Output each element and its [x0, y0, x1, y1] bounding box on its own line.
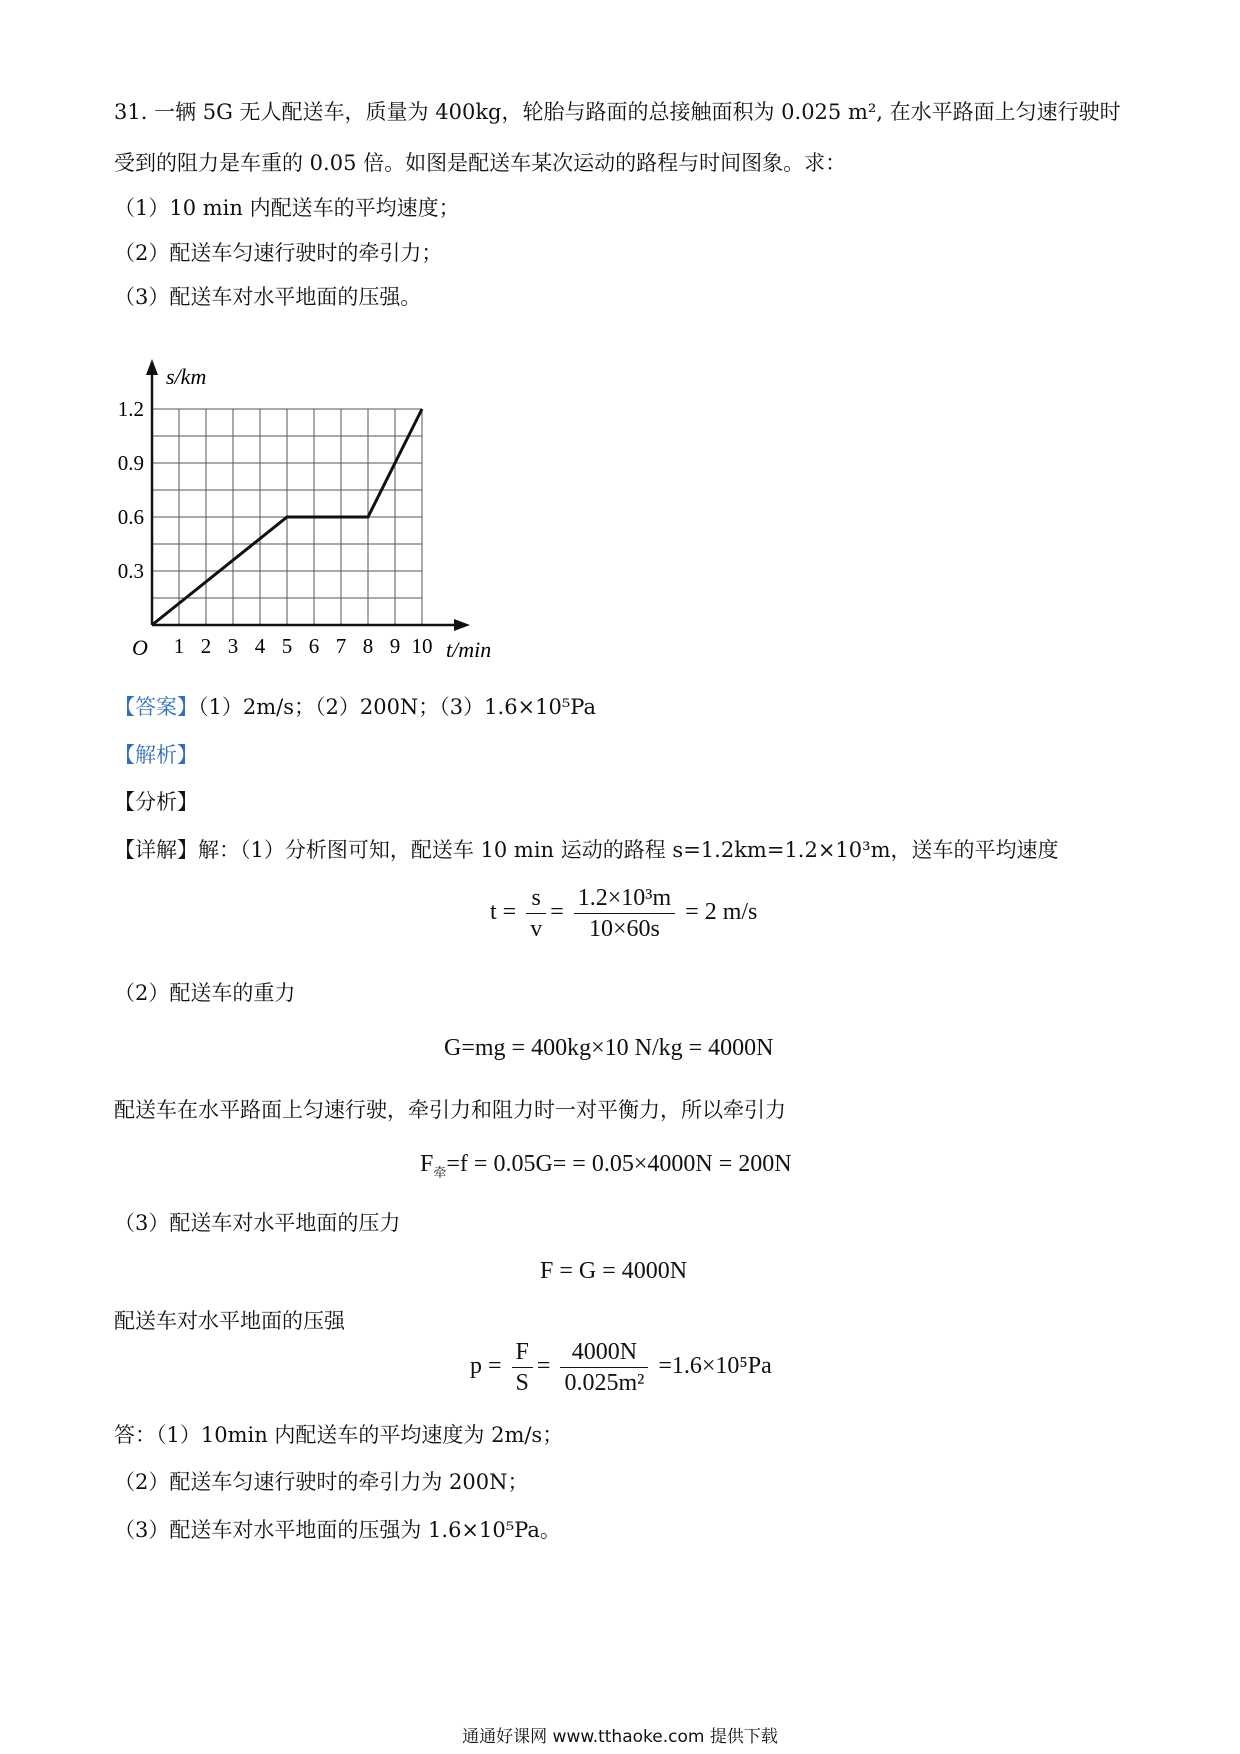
- equation-pressure: p = $\frac{F}{S}$ = $\frac{4000N}{\text{0.025m²}}$ =1.6×10⁵Pa: [470, 1339, 772, 1396]
- x-tick-label: 9: [389, 634, 401, 658]
- x-tick-label: 10: [411, 634, 433, 658]
- y-axis-arrow: [146, 359, 158, 375]
- question-3: （3）配送车对水平地面的压强。: [114, 285, 422, 309]
- final-answer-3: （3）配送车对水平地面的压强为 1.6×10⁵Pa。: [114, 1518, 561, 1542]
- x-tick-label: 4: [254, 634, 266, 658]
- x-axis-arrow: [454, 619, 470, 631]
- x-tick-label: 1: [173, 634, 185, 658]
- x-tick-label: 2: [200, 634, 212, 658]
- x-axis-label: t/min: [446, 637, 492, 662]
- distance-time-graph: [104, 355, 524, 665]
- footer-watermark: 通通好课网 www.tthaoke.com 提供下载: [462, 1727, 778, 1747]
- question-1: （1）10 min 内配送车的平均速度；: [114, 196, 460, 220]
- problem-line-1: 31. 一辆 5G 无人配送车，质量为 400kg，轮胎与路面的总接触面积为 0.025 m², 在水平路面上匀速行驶时: [114, 100, 1121, 124]
- x-tick-label: 7: [335, 634, 347, 658]
- answer-line: [114, 692, 596, 722]
- x-tick-label: 5: [281, 634, 293, 658]
- step2-label: （2）配送车的重力: [114, 981, 296, 1005]
- y-tick-label: 0.3: [117, 559, 144, 583]
- answer-tag: 【答案】: [114, 695, 198, 719]
- y-tick-label: 0.9: [117, 451, 144, 475]
- final-answer-2: （2）配送车匀速行驶时的牵引力为 200N；: [114, 1470, 529, 1494]
- origin-label: O: [132, 635, 148, 660]
- step3-text: 配送车对水平地面的压强: [114, 1309, 345, 1333]
- detail-tag: 【详解】: [114, 838, 198, 862]
- y-tick-label: 1.2: [117, 397, 144, 421]
- final-answer-1: 答：（1）10min 内配送车的平均速度为 2m/s；: [114, 1423, 564, 1447]
- y-tick-labels: [118, 397, 144, 583]
- question-2: （2）配送车匀速行驶时的牵引力；: [114, 241, 443, 265]
- step3-label: （3）配送车对水平地面的压力: [114, 1211, 401, 1235]
- analysis-tag: 【解析】: [114, 743, 198, 767]
- x-tick-label: 6: [308, 634, 320, 658]
- equation-traction: $F_牵=f = 0.05G= = 0.05\times 4000N = 200N$: [420, 1151, 792, 1180]
- fenxi-tag: 【分析】: [114, 790, 198, 814]
- problem-line-2: 受到的阻力是车重的 0.05 倍。如图是配送车某次运动的路程与时间图象。求：: [114, 151, 847, 175]
- x-tick-label: 8: [362, 634, 374, 658]
- equation-velocity: t = $\frac{s}{v}$ = $\frac{\text{1.2×10³m}}{10\times 60s}$ = 2 m/s: [490, 885, 758, 942]
- x-tick-label: 3: [227, 634, 239, 658]
- x-tick-labels: [174, 634, 433, 658]
- detail-text: 解：（1）分析图可知，配送车 10 min 运动的路程 s=1.2km=1.2×10³m，送车的平均速度: [198, 838, 1059, 862]
- y-tick-label: 0.6: [117, 505, 144, 529]
- answer-text: （1）2m/s；（2）200N；（3）1.6×10⁵Pa: [198, 695, 597, 719]
- equation-weight: G=mg = 400kg×10 N/kg = 4000N: [444, 1035, 774, 1061]
- step2-text: 配送车在水平路面上匀速行驶，牵引力和阻力时一对平衡力，所以牵引力: [114, 1098, 786, 1122]
- equation-pressure-force: F = G = 4000N: [540, 1258, 688, 1284]
- y-axis-label: s/km: [166, 364, 207, 389]
- detail-line: [114, 835, 1059, 865]
